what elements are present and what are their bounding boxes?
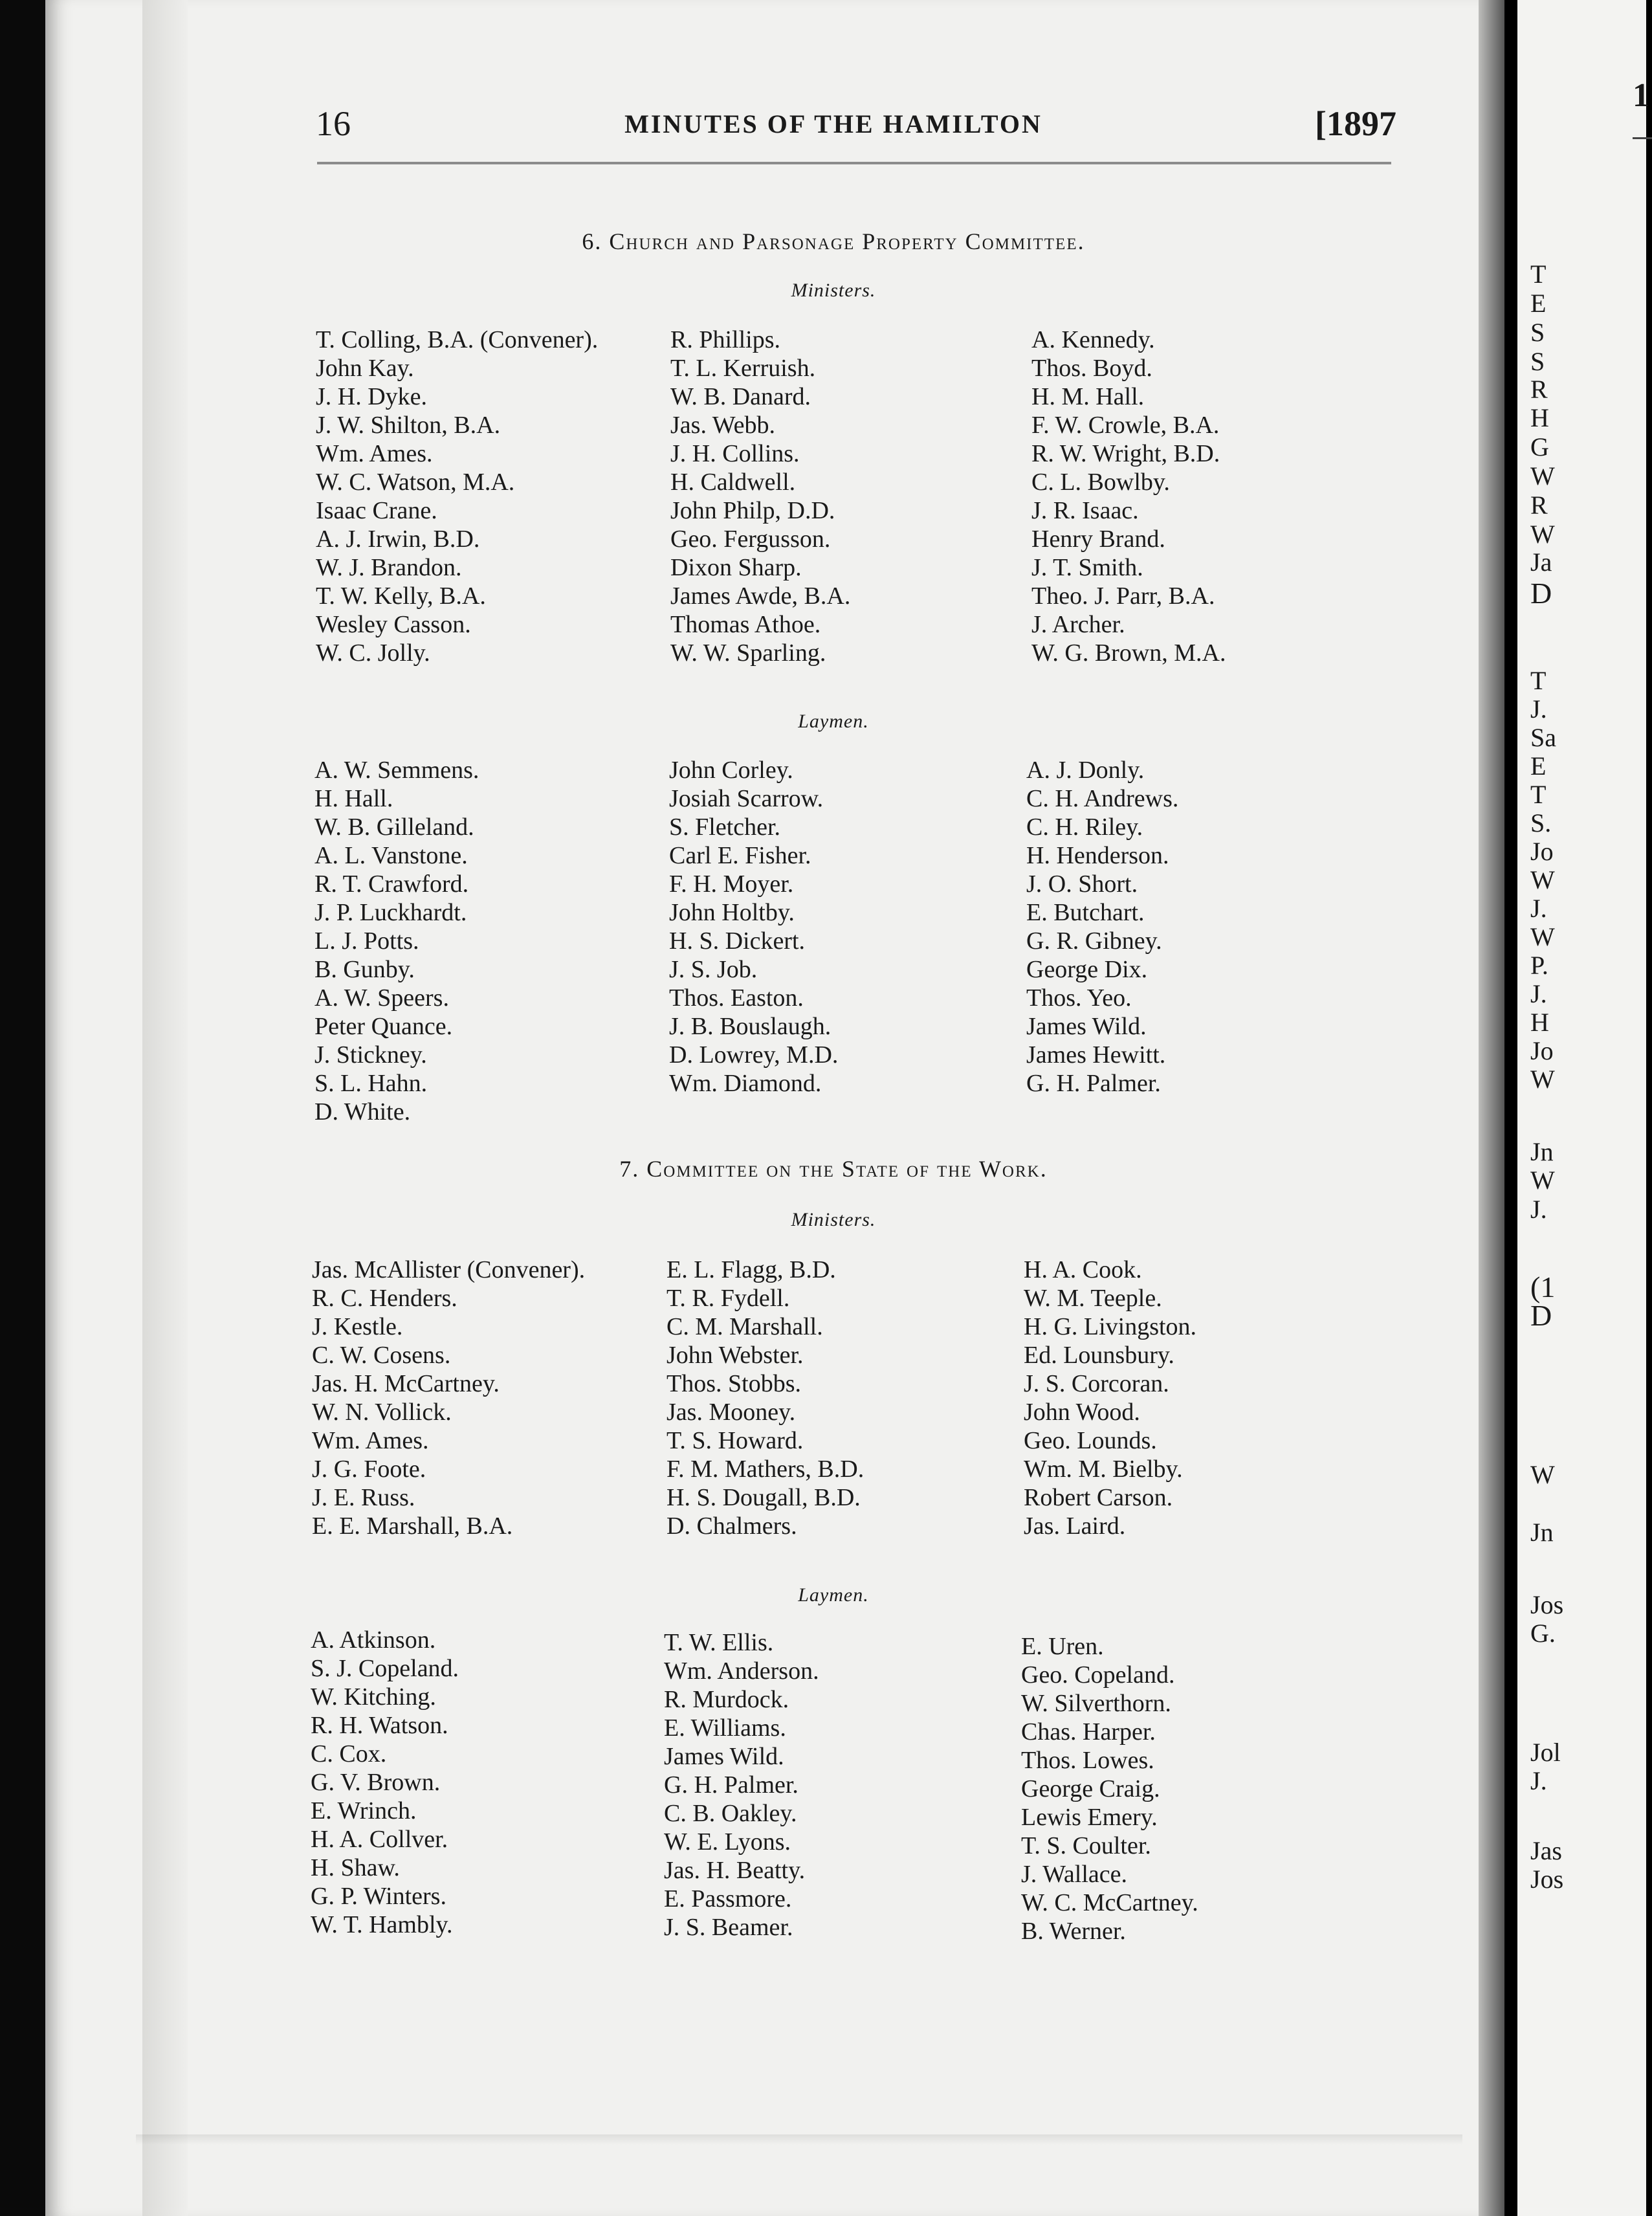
name-entry: H. Shaw. [311, 1854, 400, 1881]
name-entry: B. Werner. [1021, 1918, 1126, 1945]
name-entry: R. T. Crawford. [314, 870, 469, 898]
page-header [270, 104, 1396, 149]
name-entry: J. S. Corcoran. [1024, 1370, 1169, 1397]
name-entry: T. R. Fydell. [666, 1285, 790, 1312]
name-entry: Thos. Yeo. [1026, 984, 1132, 1012]
neighbor-line: Jn [1530, 1518, 1554, 1547]
name-entry: W. B. Gilleland. [314, 814, 474, 841]
neighbor-line: J. [1530, 1195, 1547, 1224]
name-entry: R. Phillips. [670, 326, 780, 353]
name-entry: S. L. Hahn. [314, 1070, 428, 1097]
name-entry: D. White. [314, 1098, 411, 1125]
neighbor-line: W [1530, 461, 1555, 491]
name-entry: W. C. Watson, M.A. [316, 469, 515, 496]
section-6-laymen-col-1 [314, 756, 479, 1126]
neighbor-line: H [1530, 403, 1549, 432]
neighbor-line: J. [1530, 979, 1547, 1008]
name-entry: T. L. Kerruish. [670, 355, 816, 382]
name-entry: Geo. Copeland. [1021, 1661, 1175, 1689]
name-entry: G. R. Gibney. [1026, 927, 1162, 955]
neighbor-line: E [1530, 289, 1547, 318]
name-entry: T. Colling, B.A. (Convener). [316, 326, 599, 353]
name-entry: James Wild. [1026, 1013, 1147, 1040]
name-entry: Wm. Diamond. [669, 1070, 822, 1097]
name-entry: C. W. Cosens. [312, 1342, 451, 1369]
name-entry: Ed. Lounsbury. [1024, 1342, 1174, 1369]
name-entry: J. T. Smith. [1031, 554, 1143, 581]
page-gutter [142, 0, 188, 2216]
name-entry: C. B. Oakley. [664, 1800, 797, 1827]
name-entry: Jas. H. McCartney. [312, 1370, 500, 1397]
neighbor-line: G. [1530, 1619, 1556, 1648]
name-entry: S. J. Copeland. [311, 1655, 459, 1682]
name-entry: E. Butchart. [1026, 899, 1145, 926]
name-entry: Josiah Scarrow. [669, 785, 824, 812]
name-entry: Peter Quance. [314, 1013, 453, 1040]
name-entry: E. Uren. [1021, 1633, 1104, 1660]
name-entry: Thos. Lowes. [1021, 1747, 1154, 1774]
name-entry: A. L. Vanstone. [314, 842, 468, 869]
name-entry: G. P. Winters. [311, 1883, 446, 1910]
name-entry: Henry Brand. [1031, 526, 1165, 553]
neighbor-line: Jo [1530, 837, 1554, 866]
neighbor-line: J. [1530, 694, 1547, 724]
header-rule [317, 162, 1391, 164]
name-entry: W. C. McCartney. [1021, 1889, 1198, 1916]
neighbor-line: W [1530, 1065, 1555, 1094]
name-entry: G. V. Brown. [311, 1769, 441, 1796]
name-entry: A. J. Irwin, B.D. [316, 526, 480, 553]
name-entry: L. J. Potts. [314, 927, 419, 955]
name-entry: Jas. McAllister (Convener). [312, 1256, 586, 1283]
name-entry: D. Lowrey, M.D. [669, 1041, 839, 1069]
section-6-ministers-col-1 [316, 326, 598, 667]
name-entry: James Hewitt. [1026, 1041, 1166, 1069]
section-7-laymen-heading: Laymen. [798, 1584, 869, 1606]
neighbor-header-rule [1633, 137, 1652, 139]
neighbor-line: Ja [1530, 548, 1552, 577]
name-entry: George Dix. [1026, 956, 1148, 983]
name-entry: Isaac Crane. [316, 497, 437, 524]
neighbor-line: S. [1530, 808, 1552, 837]
name-entry: J. S. Job. [669, 956, 758, 983]
name-entry: T. S. Howard. [666, 1427, 804, 1454]
name-entry: G. H. Palmer. [664, 1771, 798, 1799]
section-7-laymen-col-1 [311, 1626, 459, 1939]
name-entry: J. H. Dyke. [316, 383, 428, 410]
name-entry: H. M. Hall. [1031, 383, 1145, 410]
neighbor-line: T [1530, 666, 1547, 695]
name-entry: Thos. Easton. [669, 984, 804, 1012]
name-entry: W. N. Vollick. [312, 1399, 452, 1426]
name-entry: J. Wallace. [1021, 1861, 1128, 1888]
name-entry: W. J. Brandon. [316, 554, 462, 581]
neighbor-line: D [1530, 577, 1552, 610]
page-edge-shadow [1479, 0, 1504, 2216]
name-entry: C. M. Marshall. [666, 1313, 823, 1340]
name-entry: J. H. Collins. [670, 440, 800, 467]
neighbor-line: W [1530, 1460, 1555, 1489]
name-entry: Thos. Boyd. [1031, 355, 1152, 382]
name-entry: R. C. Henders. [312, 1285, 457, 1312]
section-7-title: 7. Committee on the State of the Work. [619, 1156, 1048, 1182]
name-entry: J. S. Beamer. [664, 1914, 793, 1941]
section-7-laymen-col-2 [664, 1628, 819, 1942]
neighbor-line: J. [1530, 894, 1547, 923]
name-entry: F. M. Mathers, B.D. [666, 1456, 865, 1483]
name-entry: C. L. Bowlby. [1031, 469, 1170, 496]
name-entry: James Awde, B.A. [670, 582, 851, 610]
name-entry: A. Kennedy. [1031, 326, 1155, 353]
name-entry: W. M. Teeple. [1024, 1285, 1162, 1312]
name-entry: R. Murdock. [664, 1686, 789, 1713]
running-title: MINUTES OF THE HAMILTON [624, 109, 1042, 138]
name-entry: John Philp, D.D. [670, 497, 835, 524]
section-6-ministers-col-3 [1031, 326, 1226, 667]
name-entry: H. Hall. [314, 785, 393, 812]
name-entry: C. H. Riley. [1026, 814, 1143, 841]
name-entry: F. W. Crowle, B.A. [1031, 412, 1220, 439]
name-entry: H. A. Collver. [311, 1826, 448, 1853]
name-entry: Thos. Stobbs. [666, 1370, 801, 1397]
name-entry: T. S. Coulter. [1021, 1832, 1151, 1859]
neighbor-line: Jos [1530, 1865, 1564, 1894]
name-entry: Wm. M. Bielby. [1024, 1456, 1183, 1483]
name-entry: J. Archer. [1031, 611, 1125, 638]
name-entry: E. E. Marshall, B.A. [312, 1512, 513, 1540]
header-year: [1897 [1315, 104, 1396, 143]
neighbor-line: D [1530, 1299, 1552, 1332]
section-6-laymen-heading: Laymen. [798, 711, 869, 732]
name-entry: H. Henderson. [1026, 842, 1169, 869]
name-entry: B. Gunby. [314, 956, 415, 983]
neighbor-line: W [1530, 922, 1555, 951]
name-entry: John Wood. [1024, 1399, 1140, 1426]
neighbor-line: W [1530, 1166, 1555, 1195]
name-entry: Jas. Mooney. [666, 1399, 796, 1426]
name-entry: W. W. Sparling. [670, 639, 826, 667]
name-entry: J. R. Isaac. [1031, 497, 1139, 524]
section-6-ministers-heading: Ministers. [791, 280, 876, 301]
name-entry: R. H. Watson. [311, 1712, 448, 1739]
name-entry: W. E. Lyons. [664, 1828, 791, 1856]
section-7-ministers-col-1 [312, 1256, 585, 1540]
name-entry: W. C. Jolly. [316, 639, 430, 667]
name-entry: W. G. Brown, M.A. [1031, 639, 1226, 667]
name-entry: Theo. J. Parr, B.A. [1031, 582, 1215, 610]
name-entry: J. B. Bouslaugh. [669, 1013, 832, 1040]
name-entry: H. G. Livingston. [1024, 1313, 1197, 1340]
name-entry: Lewis Emery. [1021, 1804, 1158, 1831]
section-7-laymen-col-3 [1021, 1632, 1198, 1945]
section-6-laymen-col-3 [1026, 756, 1178, 1098]
name-entry: John Corley. [669, 757, 793, 784]
neighbor-line: T [1530, 780, 1547, 809]
name-entry: E. Passmore. [664, 1885, 792, 1912]
neighbor-line: (1 [1530, 1270, 1556, 1303]
name-entry: Jas. Webb. [670, 412, 775, 439]
name-entry: George Craig. [1021, 1775, 1160, 1802]
neighbor-line: Sa [1530, 723, 1556, 752]
name-entry: T. W. Kelly, B.A. [316, 582, 486, 610]
name-entry: Wesley Casson. [316, 611, 471, 638]
neighbor-line: S [1530, 318, 1545, 347]
name-entry: Jas. H. Beatty. [664, 1857, 806, 1884]
name-entry: John Webster. [666, 1342, 804, 1369]
name-entry: C. H. Andrews. [1026, 785, 1179, 812]
neighbor-line: H [1530, 1008, 1549, 1037]
name-entry: R. W. Wright, B.D. [1031, 440, 1220, 467]
left-margin [0, 0, 45, 2216]
name-entry: E. Wrinch. [311, 1797, 417, 1824]
neighbor-line: G [1530, 432, 1549, 461]
section-6-laymen-col-2 [669, 756, 838, 1098]
name-entry: Jas. Laird. [1024, 1512, 1126, 1540]
name-entry: John Kay. [316, 355, 414, 382]
neighbor-line: Jn [1530, 1137, 1554, 1166]
neighbor-line: P. [1530, 951, 1548, 980]
name-entry: H. A. Cook. [1024, 1256, 1142, 1283]
name-entry: J. P. Luckhardt. [314, 899, 467, 926]
name-entry: A. Atkinson. [311, 1626, 436, 1654]
page-number: 16 [316, 104, 351, 143]
name-entry: Dixon Sharp. [670, 554, 802, 581]
neighbor-line: Jas [1530, 1836, 1562, 1865]
name-entry: Thomas Athoe. [670, 611, 821, 638]
name-entry: Robert Carson. [1024, 1484, 1173, 1511]
name-entry: Carl E. Fisher. [669, 842, 811, 869]
neighbor-line: S [1530, 347, 1545, 376]
name-entry: W. B. Danard. [670, 383, 811, 410]
name-entry: D. Chalmers. [666, 1512, 797, 1540]
name-entry: John Holtby. [669, 899, 795, 926]
neighbor-page-number: 1 [1633, 77, 1649, 114]
name-entry: T. W. Ellis. [664, 1629, 774, 1656]
name-entry: J. E. Russ. [312, 1484, 415, 1511]
neighbor-line: T [1530, 260, 1547, 289]
neighbor-line: W [1530, 520, 1555, 549]
name-entry: J. O. Short. [1026, 870, 1138, 898]
neighbor-line: Jo [1530, 1036, 1554, 1065]
neighbor-page [1517, 0, 1649, 2216]
section-7-ministers-col-3 [1024, 1256, 1196, 1540]
name-entry: C. Cox. [311, 1740, 387, 1767]
name-entry: E. L. Flagg, B.D. [666, 1256, 836, 1283]
name-entry: J. G. Foote. [312, 1456, 426, 1483]
name-entry: J. W. Shilton, B.A. [316, 412, 501, 439]
neighbor-line: Jol [1530, 1738, 1561, 1767]
section-7-ministers-col-2 [666, 1256, 864, 1540]
section-7-ministers-heading: Ministers. [791, 1209, 876, 1230]
name-entry: A. W. Semmens. [314, 757, 479, 784]
name-entry: H. Caldwell. [670, 469, 796, 496]
name-entry: E. Williams. [664, 1714, 786, 1742]
name-entry: J. Stickney. [314, 1041, 427, 1069]
page-bottom-shadow [136, 2134, 1462, 2145]
name-entry: A. W. Speers. [314, 984, 449, 1012]
neighbor-line: J. [1530, 1766, 1547, 1795]
name-entry: Geo. Lounds. [1024, 1427, 1157, 1454]
name-entry: S. Fletcher. [669, 814, 781, 841]
name-entry: A. J. Donly. [1026, 757, 1145, 784]
name-entry: F. H. Moyer. [669, 870, 794, 898]
name-entry: H. S. Dougall, B.D. [666, 1484, 861, 1511]
name-entry: Chas. Harper. [1021, 1718, 1156, 1745]
name-entry: J. Kestle. [312, 1313, 403, 1340]
name-entry: W. Silverthorn. [1021, 1690, 1171, 1717]
neighbor-line: R [1530, 375, 1548, 404]
neighbor-line: E [1530, 751, 1547, 781]
name-entry: W. T. Hambly. [311, 1911, 453, 1938]
name-entry: Geo. Fergusson. [670, 526, 831, 553]
neighbor-line: Jos [1530, 1590, 1564, 1619]
name-entry: Wm. Ames. [312, 1427, 429, 1454]
name-entry: H. S. Dickert. [669, 927, 806, 955]
neighbor-line: W [1530, 865, 1555, 894]
section-6-title: 6. Church and Parsonage Property Committee. [582, 228, 1085, 254]
name-entry: Wm. Anderson. [664, 1657, 819, 1685]
section-6-ministers-col-2 [670, 326, 850, 667]
name-entry: Wm. Ames. [316, 440, 433, 467]
name-entry: W. Kitching. [311, 1683, 436, 1711]
name-entry: James Wild. [664, 1743, 784, 1770]
neighbor-line: R [1530, 491, 1548, 520]
name-entry: G. H. Palmer. [1026, 1070, 1161, 1097]
